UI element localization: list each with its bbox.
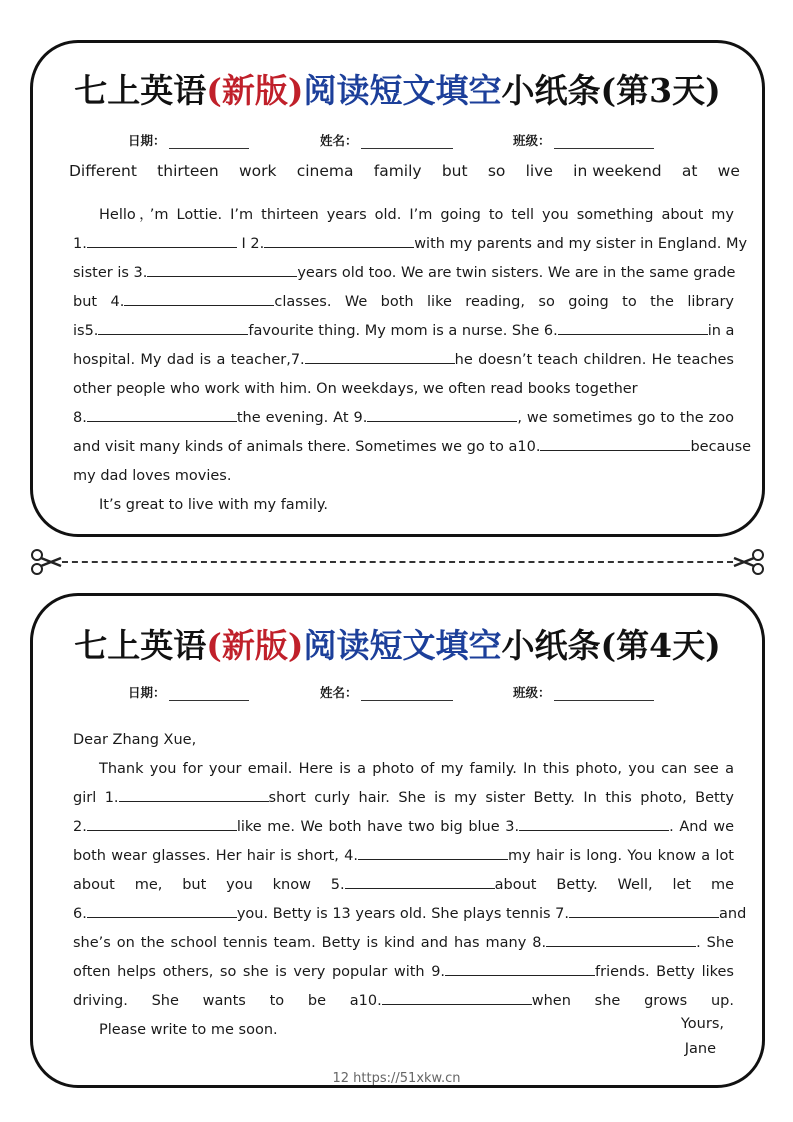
answer-blank[interactable] <box>147 261 297 277</box>
passage-text: other people who work with him. On weekdays, we often read books together <box>73 381 638 397</box>
passage-text: short curly hair. She is my sister Betty. In this photo, Betty <box>268 790 735 806</box>
word-bank-item: work <box>238 162 277 180</box>
passage-text: she’s on the school tennis team. Betty is kind and has many 8. <box>73 935 547 951</box>
passage-text: you. Betty is 13 years old. She plays tennis 7. <box>236 906 570 922</box>
passage-text: . And we <box>669 819 735 835</box>
dashed-divider <box>62 561 733 563</box>
closing: Yours, <box>680 1016 724 1032</box>
word-bank-item: cinema <box>296 162 354 180</box>
passage <box>73 201 752 520</box>
answer-blank[interactable] <box>445 960 595 976</box>
answer-blank[interactable] <box>305 348 455 364</box>
worksheet-title: 七上英语(新版)阅读短文填空小纸条(第3天) <box>74 71 721 110</box>
passage-line <box>73 726 734 755</box>
date-field[interactable]: 日期： <box>128 683 249 701</box>
passage-text: with my parents and my sister in England. My <box>414 236 748 252</box>
word-bank <box>69 162 740 180</box>
answer-blank[interactable] <box>367 406 517 422</box>
answer-blank[interactable] <box>87 815 237 831</box>
passage-line <box>73 813 734 842</box>
passage-text: and <box>719 906 747 922</box>
class-field[interactable]: 班级： <box>513 683 654 701</box>
passage-line <box>73 433 752 462</box>
passage-line <box>73 987 734 1016</box>
passage-text: in a <box>707 323 735 339</box>
name-field[interactable]: 姓名： <box>320 131 453 149</box>
answer-blank[interactable] <box>87 902 237 918</box>
word-bank-item: live <box>525 162 553 180</box>
worksheet-card-day4 <box>30 593 765 1088</box>
answer-blank[interactable] <box>558 319 708 335</box>
word-bank-item: in weekend <box>573 162 662 180</box>
answer-blank[interactable] <box>345 873 495 889</box>
passage-text: sister is 3. <box>73 265 148 281</box>
word-bank-item: but <box>441 162 468 180</box>
student-info-row <box>33 131 762 151</box>
passage-text: driving. She wants to be a10. <box>73 993 382 1009</box>
passage-text: It’s great to live with my family. <box>99 497 328 513</box>
passage-line <box>73 259 734 288</box>
answer-blank[interactable] <box>119 786 269 802</box>
passage-text: because <box>690 439 752 455</box>
answer-blank[interactable] <box>382 989 532 1005</box>
word-bank-item: family <box>373 162 422 180</box>
passage-text: favourite thing. My mom is a nurse. She 6. <box>248 323 558 339</box>
passage-line <box>73 871 734 900</box>
page-footer: 12 https://51xkw.cn <box>332 1071 461 1086</box>
passage-text: the evening. At 9. <box>236 410 368 426</box>
letter-passage <box>73 726 747 1045</box>
word-bank-item: Different <box>69 162 137 180</box>
word-bank-item: thirteen <box>157 162 219 180</box>
worksheet-card-day3 <box>30 40 765 537</box>
date-field[interactable]: 日期： <box>128 131 249 149</box>
answer-blank[interactable] <box>540 435 690 451</box>
passage-text: but 4. <box>73 294 125 310</box>
passage-text: 2. <box>73 819 87 835</box>
name-field[interactable]: 姓名： <box>320 683 453 701</box>
answer-blank[interactable] <box>87 232 237 248</box>
answer-blank[interactable] <box>98 319 248 335</box>
passage-line <box>73 317 734 346</box>
scissors-icon <box>30 548 62 576</box>
passage-text: friends. Betty likes <box>595 964 734 980</box>
answer-blank[interactable] <box>358 844 508 860</box>
passage-line <box>73 462 734 491</box>
passage-line <box>73 375 734 404</box>
passage-text: 8. <box>73 410 87 426</box>
passage-text: 6. <box>73 906 87 922</box>
passage-text: girl 1. <box>73 790 119 806</box>
answer-blank[interactable] <box>264 232 414 248</box>
answer-blank[interactable] <box>569 902 719 918</box>
passage-line <box>73 1016 734 1045</box>
passage-text: 1. <box>73 236 87 252</box>
passage-text: hospital. My dad is a teacher,7. <box>73 352 305 368</box>
passage-line <box>73 201 734 230</box>
passage-text: often helps others, so she is very popular with 9. <box>73 964 446 980</box>
passage-text: Thank you for your email. Here is a photo of my family. In this photo, you can see a <box>99 761 734 777</box>
passage-line <box>73 958 734 987</box>
word-bank-item: at <box>681 162 698 180</box>
passage-text: my hair is long. You know a lot <box>508 848 734 864</box>
passage-text: Hello，’m Lottie. I’m thirteen years old. I’m going to tell you something about my <box>99 207 734 223</box>
passage-text: Please write to me soon. <box>99 1022 278 1038</box>
passage-text: when she grows up. <box>531 993 735 1009</box>
passage-text: Dear Zhang Xue, <box>73 732 197 748</box>
passage-line <box>73 842 734 871</box>
answer-blank[interactable] <box>546 931 696 947</box>
passage-line <box>73 404 734 433</box>
passage-text: like me. We both have two big blue 3. <box>236 819 520 835</box>
answer-blank[interactable] <box>124 290 274 306</box>
passage-text: is5. <box>73 323 99 339</box>
passage-text: my dad loves movies. <box>73 468 232 484</box>
passage-line <box>73 929 734 958</box>
cut-line <box>0 548 793 576</box>
word-bank-item: we <box>717 162 740 180</box>
passage-text: years old too. We are twin sisters. We are in the same grade <box>297 265 736 281</box>
passage-text: about me, but you know 5. <box>73 877 345 893</box>
word-bank-item: so <box>487 162 506 180</box>
passage-text: . She <box>696 935 734 951</box>
passage-line <box>73 755 734 784</box>
class-field[interactable]: 班级： <box>513 131 654 149</box>
passage-text: he doesn’t teach children. He teaches <box>454 352 734 368</box>
worksheet-title: 七上英语(新版)阅读短文填空小纸条(第4天) <box>74 626 721 665</box>
passage-line <box>73 491 734 520</box>
passage-text: about Betty. Well, let me <box>494 877 735 893</box>
passage-text: and visit many kinds of animals there. Sometimes we go to a10. <box>73 439 541 455</box>
passage-line <box>73 900 747 929</box>
passage-text: classes. We both like reading, so going to the library <box>274 294 734 310</box>
passage-line <box>73 230 748 259</box>
signature: Jane <box>684 1041 716 1057</box>
passage-text: I 2. <box>236 236 265 252</box>
student-info-row <box>33 683 762 703</box>
answer-blank[interactable] <box>519 815 669 831</box>
passage-line <box>73 784 734 813</box>
passage-text: , we sometimes go to the zoo <box>517 410 734 426</box>
answer-blank[interactable] <box>87 406 237 422</box>
scissors-icon <box>733 548 765 576</box>
passage-line <box>73 346 734 375</box>
passage-line <box>73 288 734 317</box>
passage-text: both wear glasses. Her hair is short, 4. <box>73 848 358 864</box>
